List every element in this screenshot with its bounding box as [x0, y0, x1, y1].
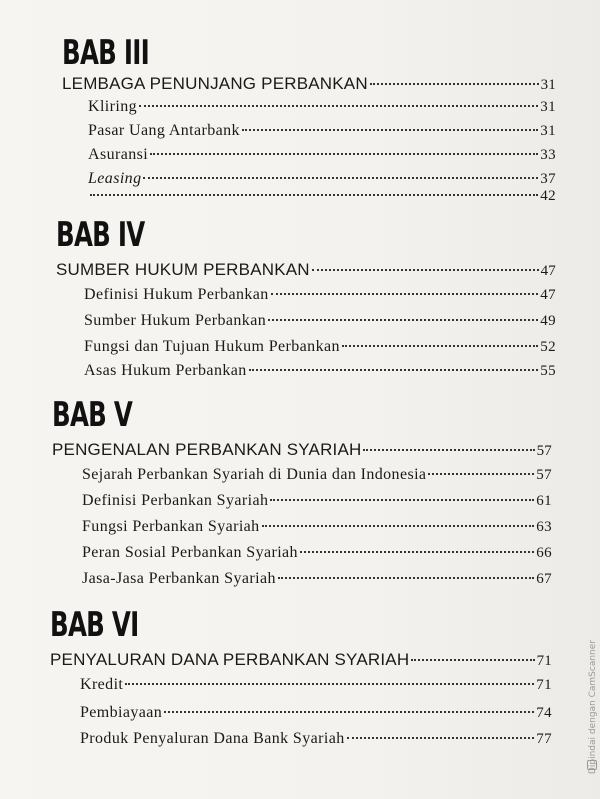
chapter-label-bab-iv: BAB IV: [56, 215, 145, 255]
toc-entry-title: Asuransi: [88, 146, 149, 163]
chapter-title: SUMBER HUKUM PERBANKAN: [56, 260, 310, 279]
dot-leader: [242, 129, 538, 131]
toc-entry-title: Pasar Uang Antarbank: [88, 122, 240, 139]
toc-entry-title: Sumber Hukum Perbankan: [84, 312, 267, 329]
dot-leader: [268, 319, 538, 321]
dot-leader: [278, 577, 534, 579]
toc-entry-title: Fungsi dan Tujuan Hukum Perbankan: [84, 338, 340, 355]
toc-entry[interactable]: [88, 98, 556, 116]
toc-entry[interactable]: [88, 122, 556, 140]
toc-entry[interactable]: [82, 518, 552, 536]
dot-leader: [90, 194, 538, 196]
toc-entry-title: Definisi Hukum Perbankan: [84, 286, 269, 303]
dot-leader: [347, 737, 535, 739]
chapter-title: PENYALURAN DANA PERBANKAN SYARIAH: [50, 650, 410, 669]
dot-leader: [312, 269, 539, 271]
page-number: 42: [540, 188, 556, 204]
dot-leader: [270, 499, 534, 501]
chapter-title-row[interactable]: [56, 260, 556, 280]
dot-leader: [150, 153, 538, 155]
dot-leader: [262, 525, 535, 527]
toc-entry[interactable]: [82, 570, 552, 588]
chapter-label-bab-iii: BAB III: [62, 33, 150, 73]
dot-leader: [249, 369, 539, 371]
toc-entry[interactable]: [80, 676, 552, 694]
toc-entry[interactable]: [82, 492, 552, 510]
page-number: 71: [536, 677, 552, 693]
page-number: 67: [536, 571, 552, 587]
chapter-title-row[interactable]: [50, 650, 552, 670]
toc-entry[interactable]: [80, 704, 552, 722]
chapter-label-bab-vi: BAB VI: [50, 605, 139, 645]
toc-entry[interactable]: [82, 544, 552, 562]
chapter-label-bab-v: BAB V: [52, 395, 133, 435]
toc-entry[interactable]: [88, 188, 556, 205]
page-number: 74: [536, 705, 552, 721]
dot-leader: [428, 473, 534, 475]
page-number: 66: [536, 545, 552, 561]
page-number: 31: [540, 123, 556, 139]
page-number: 47: [540, 287, 556, 303]
toc-entry-title: Leasing: [88, 170, 142, 187]
dot-leader: [271, 293, 539, 295]
page-number: 61: [536, 493, 552, 509]
page-number: 63: [536, 519, 552, 535]
scanner-watermark: Dipindai dengan CamScanner: [588, 640, 598, 775]
toc-entry[interactable]: [80, 730, 552, 748]
toc-entry-title: Produk Penyaluran Dana Bank Syariah: [80, 730, 345, 747]
dot-leader: [143, 177, 538, 179]
toc-entry[interactable]: [84, 286, 556, 304]
page-number: 57: [536, 443, 552, 459]
dot-leader: [342, 345, 538, 347]
chapter-title: PENGENALAN PERBANKAN SYARIAH: [52, 440, 362, 459]
dot-leader: [164, 711, 534, 713]
chapter-title-row[interactable]: [62, 74, 556, 94]
dot-leader: [125, 683, 534, 685]
toc-entry-title: Jasa-Jasa Perbankan Syariah: [82, 570, 276, 587]
page-number: 31: [540, 77, 556, 93]
page-number: 57: [536, 467, 552, 483]
toc-entry[interactable]: [82, 466, 552, 484]
toc-entry-title: Kliring: [88, 98, 138, 115]
toc-entry[interactable]: [84, 362, 556, 380]
toc-entry[interactable]: [84, 338, 556, 356]
toc-entry[interactable]: [84, 312, 556, 330]
dot-leader: [411, 659, 534, 661]
toc-entry-title: Kredit: [80, 676, 124, 693]
dot-leader: [139, 105, 538, 107]
toc-entry-title: Asas Hukum Perbankan: [84, 362, 247, 379]
page-number: 77: [536, 731, 552, 747]
chapter-title: LEMBAGA PENUNJANG PERBANKAN: [62, 74, 368, 93]
page-number: 31: [540, 99, 556, 115]
toc-entry-title: Sejarah Perbankan Syariah di Dunia dan Indonesia: [82, 466, 427, 483]
toc-entry-title: Definisi Perbankan Syariah: [82, 492, 269, 509]
toc-entry[interactable]: [88, 170, 556, 188]
chapter-title-row[interactable]: [52, 440, 552, 460]
toc-entry[interactable]: [88, 146, 556, 164]
page-number: 37: [540, 171, 556, 187]
toc-entry-title: Peran Sosial Perbankan Syariah: [82, 544, 298, 561]
page-number: 49: [540, 313, 556, 329]
dot-leader: [300, 551, 534, 553]
toc-entry-title: Fungsi Perbankan Syariah: [82, 518, 260, 535]
toc-entry-title: Pembiayaan: [80, 704, 163, 721]
dot-leader: [370, 83, 539, 85]
page-number: 47: [540, 263, 556, 279]
page-number: 55: [540, 363, 556, 379]
dot-leader: [363, 449, 534, 451]
page-number: 52: [540, 339, 556, 355]
camscanner-icon: [587, 760, 597, 770]
page-number: 71: [536, 653, 552, 669]
page-number: 33: [540, 147, 556, 163]
